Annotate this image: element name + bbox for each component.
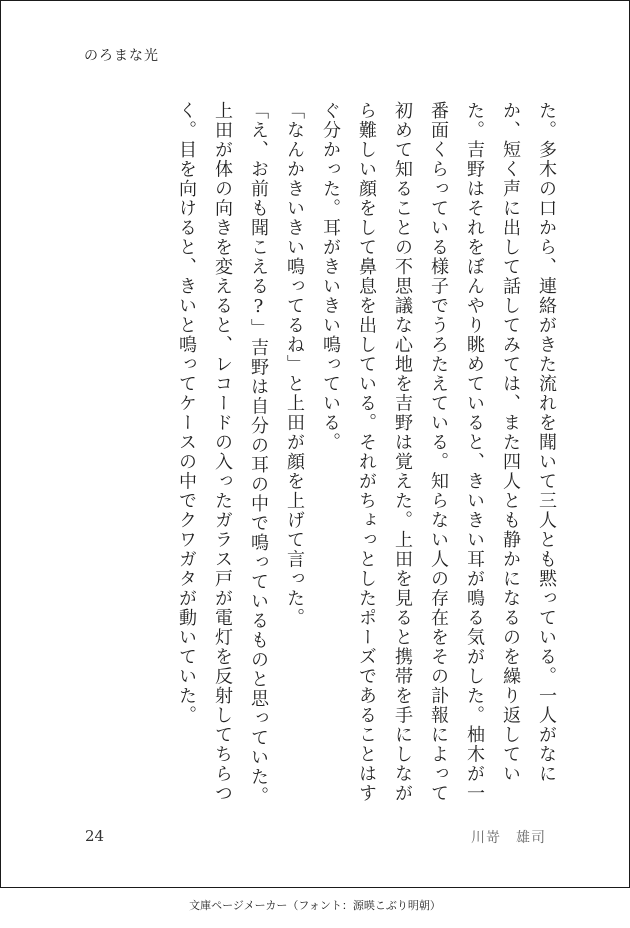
- author-name: 川嵜 雄司: [471, 830, 546, 846]
- paragraph: 上田が体の向きを変えると、レコードの入ったガラス戸が電灯を反射してちらつく。目を向けると、きいと鳴ってケースの中でクワガタが動いていた。: [176, 101, 233, 803]
- running-head: のろまな光: [84, 48, 159, 64]
- paragraph: た。多木の口から、連絡がきた流れを聞いて三人とも黙っている。一人がなにか、短く声に出して話してみては、また四人とも静かになるのを繰り返していた。吉野はそれをぼんやり眺めていると、きいきい耳が鳴る気がした。柚木が一番面くらっている様子でうろたえている。知らない人の存在をその訃報によって初めて知ることの不思議な心地を吉野は覚えた。上田を見ると携帯を手にしながら難しい顔をして鼻息を出している。それがちょっとしたポーズであることはすぐ分かった。耳がきいきい鳴っている。: [320, 101, 557, 803]
- footer-credit: 文庫ページメーカー（フォント：源暎こぶり明朝）: [189, 899, 441, 912]
- page-number: 24: [85, 827, 105, 845]
- body-text: [176, 101, 564, 821]
- paragraph: 「え、お前も聞こえる?」吉野は自分の耳の中で鳴っているものと思っていた。: [248, 101, 269, 806]
- paragraph: 「なんかきいきい鳴ってるね」と上田が顔を上げて言った。: [284, 101, 305, 628]
